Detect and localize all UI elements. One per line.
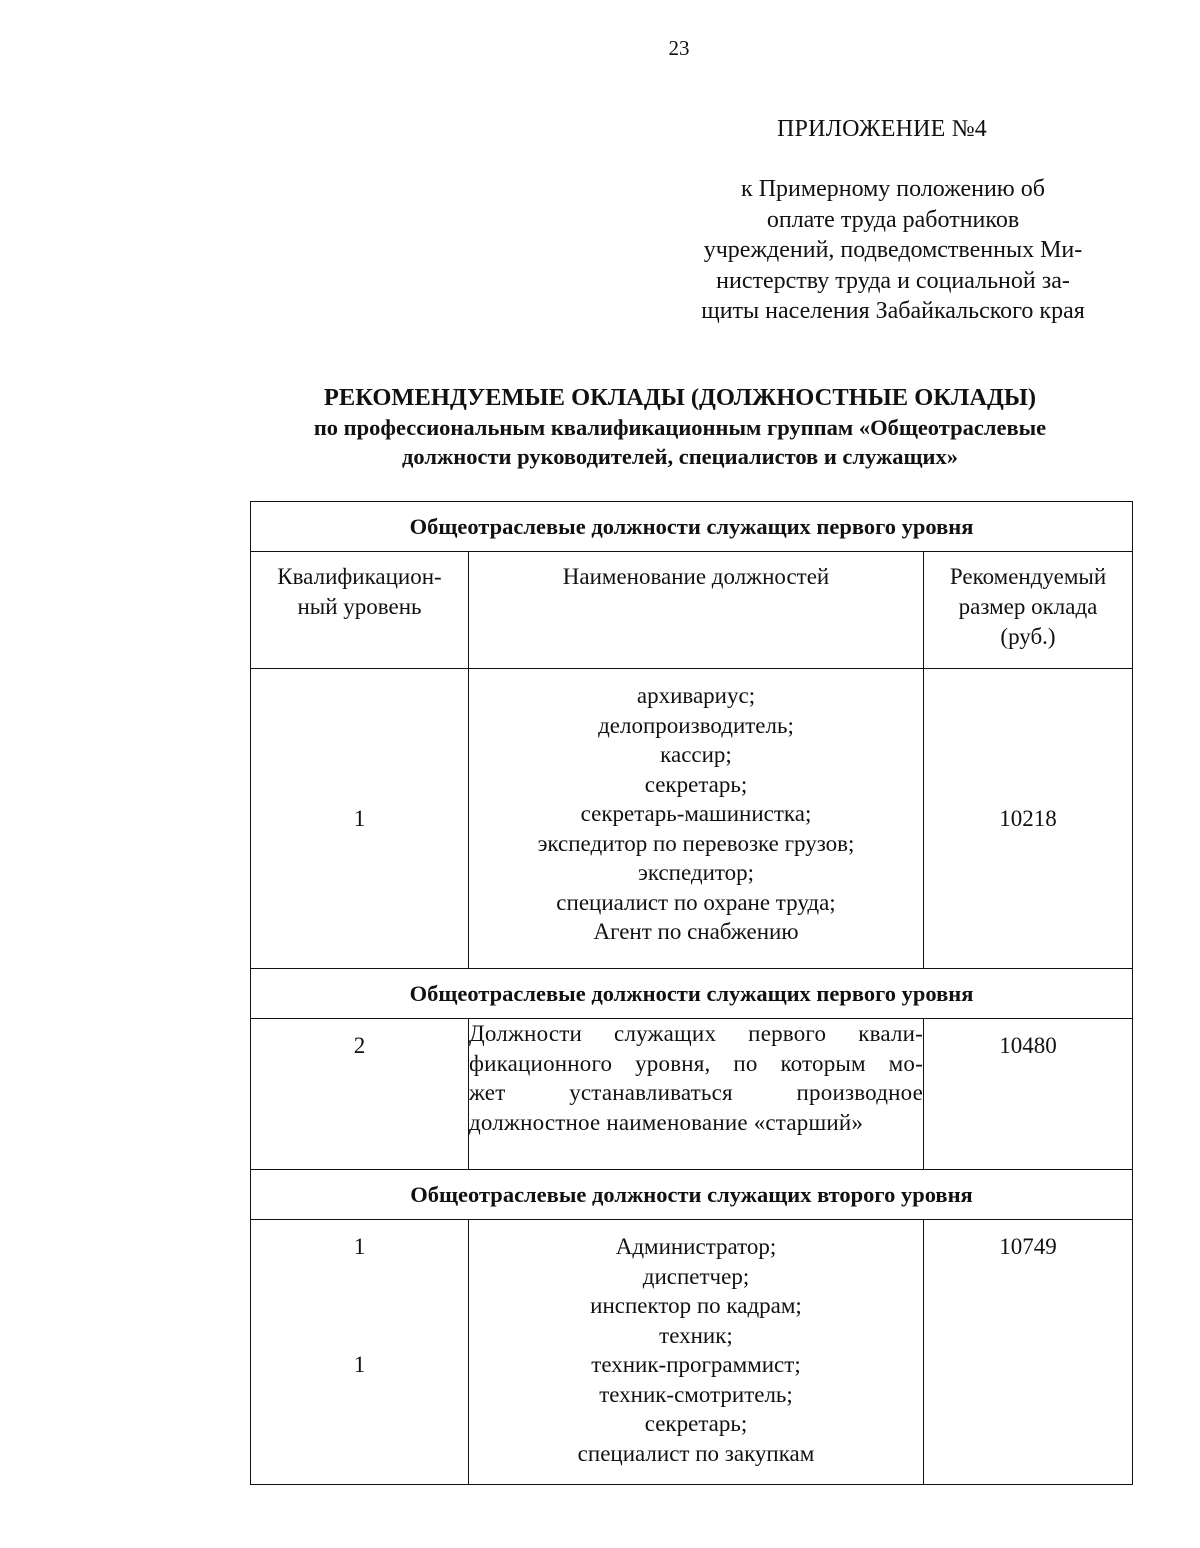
salary-cell: 10749: [924, 1220, 1133, 1485]
positions-cell: [469, 1019, 924, 1170]
column-header-line: Рекомендуемый: [949, 564, 1107, 589]
appendix-reference-line: нистерству труда и социальной за-: [716, 267, 1070, 294]
heading-subtitle-line: по профессиональным квалификационным группам «Общеотраслевые: [313, 415, 1047, 440]
position-text-line: Должности служащих первого квали-: [469, 1021, 923, 1046]
section-title: Общеотраслевые должности служащих второго уровня: [251, 1170, 1133, 1220]
position-item: Администратор;: [615, 1234, 777, 1259]
qualification-level-value: 1: [353, 1352, 366, 1377]
section-header-row: [251, 502, 1133, 552]
column-header-positions: Наименование должностей: [469, 552, 924, 669]
position-text-line: должностное наименование «старший»: [469, 1109, 864, 1135]
position-item: техник-программист;: [591, 1352, 801, 1377]
salary-cell: 10218: [924, 669, 1133, 969]
position-item: инспектор по кадрам;: [590, 1293, 802, 1318]
position-text-line: фикационного уровня, по которым мо-: [469, 1050, 923, 1076]
position-item: делопроизводитель;: [598, 712, 794, 738]
page-number: 23: [668, 36, 690, 60]
positions-cell: [469, 669, 924, 969]
heading-main: РЕКОМЕНДУЕМЫЕ ОКЛАДЫ (ДОЛЖНОСТНЫЕ ОКЛАДЫ): [323, 384, 1037, 411]
section-title: Общеотраслевые должности служащих первого уровня: [251, 969, 1133, 1019]
position-item: специалист по охране труда;: [556, 889, 836, 915]
appendix-title: ПРИЛОЖЕНИЕ №4: [777, 116, 988, 142]
appendix-reference-line: к Примерному положению об: [741, 176, 1045, 202]
position-item: экспедитор;: [637, 860, 755, 885]
position-item: техник;: [659, 1322, 733, 1348]
table-row: [251, 669, 1133, 969]
qualification-level-cell: 2: [251, 1019, 469, 1170]
position-item: диспетчер;: [642, 1263, 750, 1289]
column-header-salary: [924, 552, 1133, 669]
qualification-level-cell: [251, 1220, 469, 1485]
qualification-level-value: 1: [353, 1234, 366, 1259]
column-header-line: размер оклада: [958, 594, 1098, 619]
column-header-level: [251, 552, 469, 669]
positions-cell: [469, 1220, 924, 1485]
table-row: [251, 1019, 1133, 1170]
table-row: [251, 1220, 1133, 1485]
heading-subtitle-line: должности руководителей, специалистов и служащих»: [401, 444, 959, 469]
section-header-row: [251, 1170, 1133, 1220]
salary-table: [250, 501, 1133, 1485]
section-header-row: [251, 969, 1133, 1019]
position-item: специалист по закупкам: [577, 1440, 815, 1466]
appendix-reference-line: щиты населения Забайкальского края: [701, 298, 1085, 324]
column-header-row: [251, 552, 1133, 669]
position-item: техник-смотритель;: [599, 1381, 793, 1407]
column-header-line: (руб.): [1000, 624, 1056, 649]
position-item: секретарь-машинистка;: [580, 801, 812, 826]
appendix-reference: [668, 174, 1118, 327]
position-item: кассир;: [660, 742, 732, 767]
position-item: экспедитор по перевозке грузов;: [537, 830, 855, 856]
position-item: секретарь;: [644, 1411, 748, 1436]
document-heading: [190, 383, 1170, 471]
appendix-reference-line: учреждений, подведомственных Ми-: [703, 237, 1083, 263]
position-text-line: жет устанавливаться производное: [469, 1080, 923, 1105]
salary-cell: 10480: [924, 1019, 1133, 1170]
qualification-level-cell: 1: [251, 669, 469, 969]
position-item: архивариус;: [636, 683, 756, 708]
column-header-line: Квалификацион-: [277, 564, 442, 589]
appendix-reference-line: оплате труда работников: [766, 206, 1020, 233]
qualification-level-stack: [251, 1220, 468, 1472]
column-header-line: ный уровень: [297, 594, 422, 619]
position-item: секретарь;: [644, 771, 748, 797]
section-title: Общеотраслевые должности служащих первого уровня: [251, 502, 1133, 552]
position-item: Агент по снабжению: [593, 919, 799, 944]
